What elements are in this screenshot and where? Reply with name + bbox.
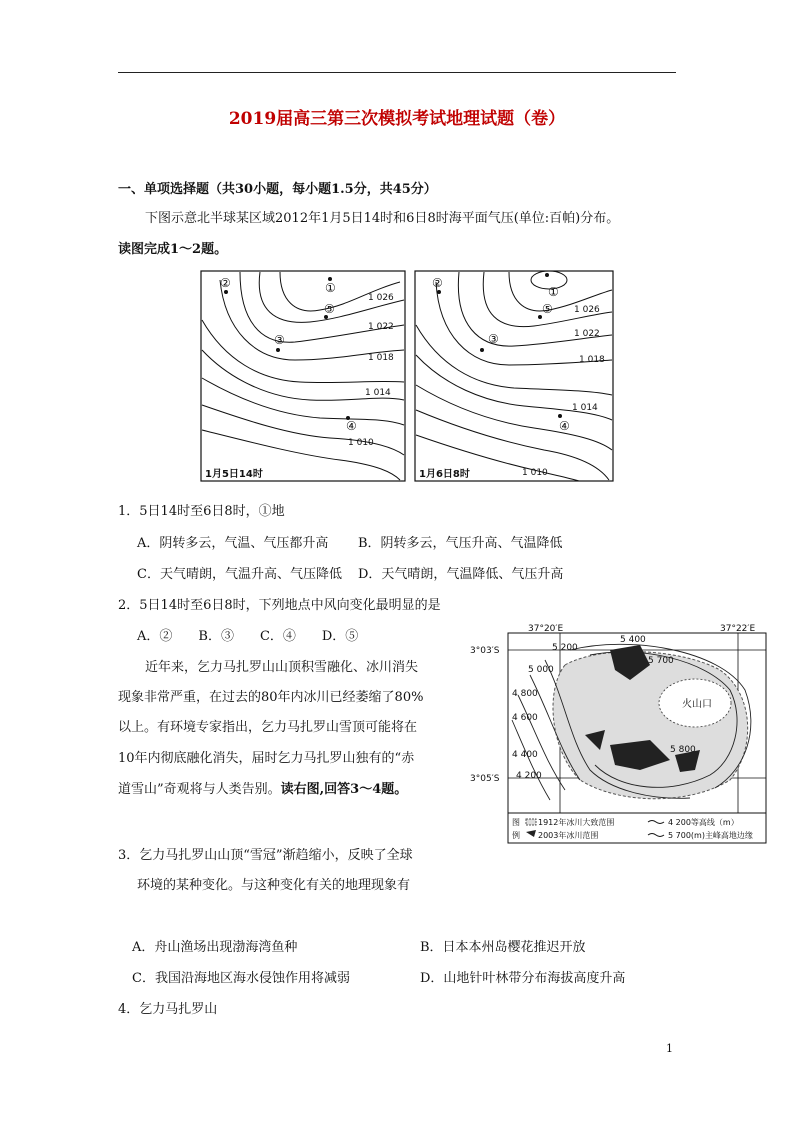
question-2-stem: 2．5日14时至6日8时，下列地点中风向变化最明显的是 (118, 598, 441, 613)
legend-1912: 1912年冰川大致范围 (538, 818, 615, 827)
passage-line: 以上。有环境专家指出，乞力马扎罗山雪顶可能将在 (118, 720, 418, 735)
question-1-stem: 1．5日14时至6日8时，①地 (118, 504, 285, 519)
isobar-label: 1 022 (574, 329, 600, 339)
contour-label: 4 200 (516, 771, 542, 781)
contour-label: 5 800 (670, 745, 696, 755)
longitude-label: 37°22′E (720, 624, 756, 634)
contour-label: 4 600 (512, 713, 538, 723)
q1-option-b: B．阴转多云，气压升高、气温降低 (358, 536, 563, 551)
point-4-label: ④ (559, 419, 570, 433)
passage-line: 现象非常严重，在过去的80年内冰川已经萎缩了80% (118, 690, 424, 705)
point-4-label: ④ (346, 419, 357, 433)
page-title: 2019届高三第三次模拟考试地理试题（卷） (228, 109, 566, 129)
contour-label: 5 400 (620, 635, 646, 645)
header-rule (118, 72, 676, 73)
point-2-label: ② (220, 276, 231, 290)
isobar-label: 1 026 (574, 305, 600, 315)
isobar-label: 1 022 (368, 322, 394, 332)
passage-line: 近年来，乞力马扎罗山山顶积雪融化、冰川消失 (145, 660, 419, 675)
q3-option-c: C．我国沿海地区海水侵蚀作用将减弱 (132, 971, 350, 986)
point-5-label: ⑤ (542, 302, 553, 316)
kilimanjaro-glacier-map (470, 620, 770, 844)
contour-label: 5 000 (528, 665, 554, 675)
point-1-label: ① (325, 281, 336, 295)
contour-label: 4 800 (512, 689, 538, 699)
question-3-stem-2: 环境的某种变化。与这种变化有关的地理现象有 (137, 878, 411, 893)
point-3-label: ③ (274, 333, 285, 347)
point-2-label: ② (432, 276, 443, 290)
page-number: 1 (666, 1042, 673, 1055)
isobar-label: 1 010 (522, 468, 548, 478)
map-caption: 1月5日14时 (205, 469, 263, 480)
intro-text: 下图示意北半球某区域2012年1月5日14时和6日8时海平面气压(单位:百帕)分布。 (145, 211, 620, 226)
legend-rim: 5 700(m)主峰高地边缘 (668, 831, 753, 840)
passage-line: 10年内彻底融化消失，届时乞力马扎罗山独有的“赤 (118, 751, 415, 766)
isobar-label: 1 010 (348, 438, 374, 448)
question-3-stem: 3．乞力马扎罗山山顶“雪冠”渐趋缩小，反映了全球 (118, 848, 413, 863)
isobar-label: 1 014 (365, 388, 391, 398)
q1-option-a: A．阴转多云，气温、气压都升高 (137, 536, 329, 551)
passage-line: 道雪山”奇观将与人类告别。读右图,回答3～4题。 (118, 782, 408, 797)
legend-title: 图 (512, 818, 520, 827)
q3-option-a: A．舟山渔场出现渤海湾鱼种 (132, 940, 298, 955)
q1-option-c: C．天气晴朗，气温升高、气压降低 (137, 567, 342, 582)
q3-option-b: B．日本本州岛樱花推迟开放 (420, 940, 586, 955)
contour-label: 5 200 (552, 643, 578, 653)
latitude-label: 3°03′S (470, 646, 500, 656)
q1-option-d: D．天气晴朗，气温降低、气压升高 (358, 567, 564, 582)
map-caption: 1月6日8时 (419, 469, 470, 480)
longitude-label: 37°20′E (528, 624, 564, 634)
legend-title: 例 (512, 831, 520, 840)
crater-label: 火山口 (682, 699, 712, 710)
intro-instruction: 读图完成1～2题。 (118, 242, 228, 257)
isobar-label: 1 018 (579, 355, 605, 365)
q3-option-d: D．山地针叶林带分布海拔高度升高 (420, 971, 626, 986)
point-3-label: ③ (488, 332, 499, 346)
legend-contour: 4 200等高线（m） (668, 818, 739, 827)
latitude-label: 3°05′S (470, 774, 500, 784)
legend-2003: 2003年冰川范围 (538, 831, 599, 840)
isobar-label: 1 014 (572, 403, 598, 413)
isobar-label: 1 026 (368, 293, 394, 303)
point-1-label: ① (548, 285, 559, 299)
contour-label: 4 400 (512, 750, 538, 760)
q2-options: A．② B．③ C．④ D．⑤ (137, 629, 359, 644)
point-5-label: ⑤ (324, 302, 335, 316)
isobar-label: 1 018 (368, 353, 394, 363)
isobar-map-1 (200, 270, 406, 482)
contour-label: 5 700 (648, 656, 674, 666)
section-heading: 一、单项选择题（共30小题，每小题1.5分，共45分） (118, 182, 437, 197)
isobar-map-2 (414, 270, 614, 482)
question-4-stem: 4．乞力马扎罗山 (118, 1002, 218, 1017)
